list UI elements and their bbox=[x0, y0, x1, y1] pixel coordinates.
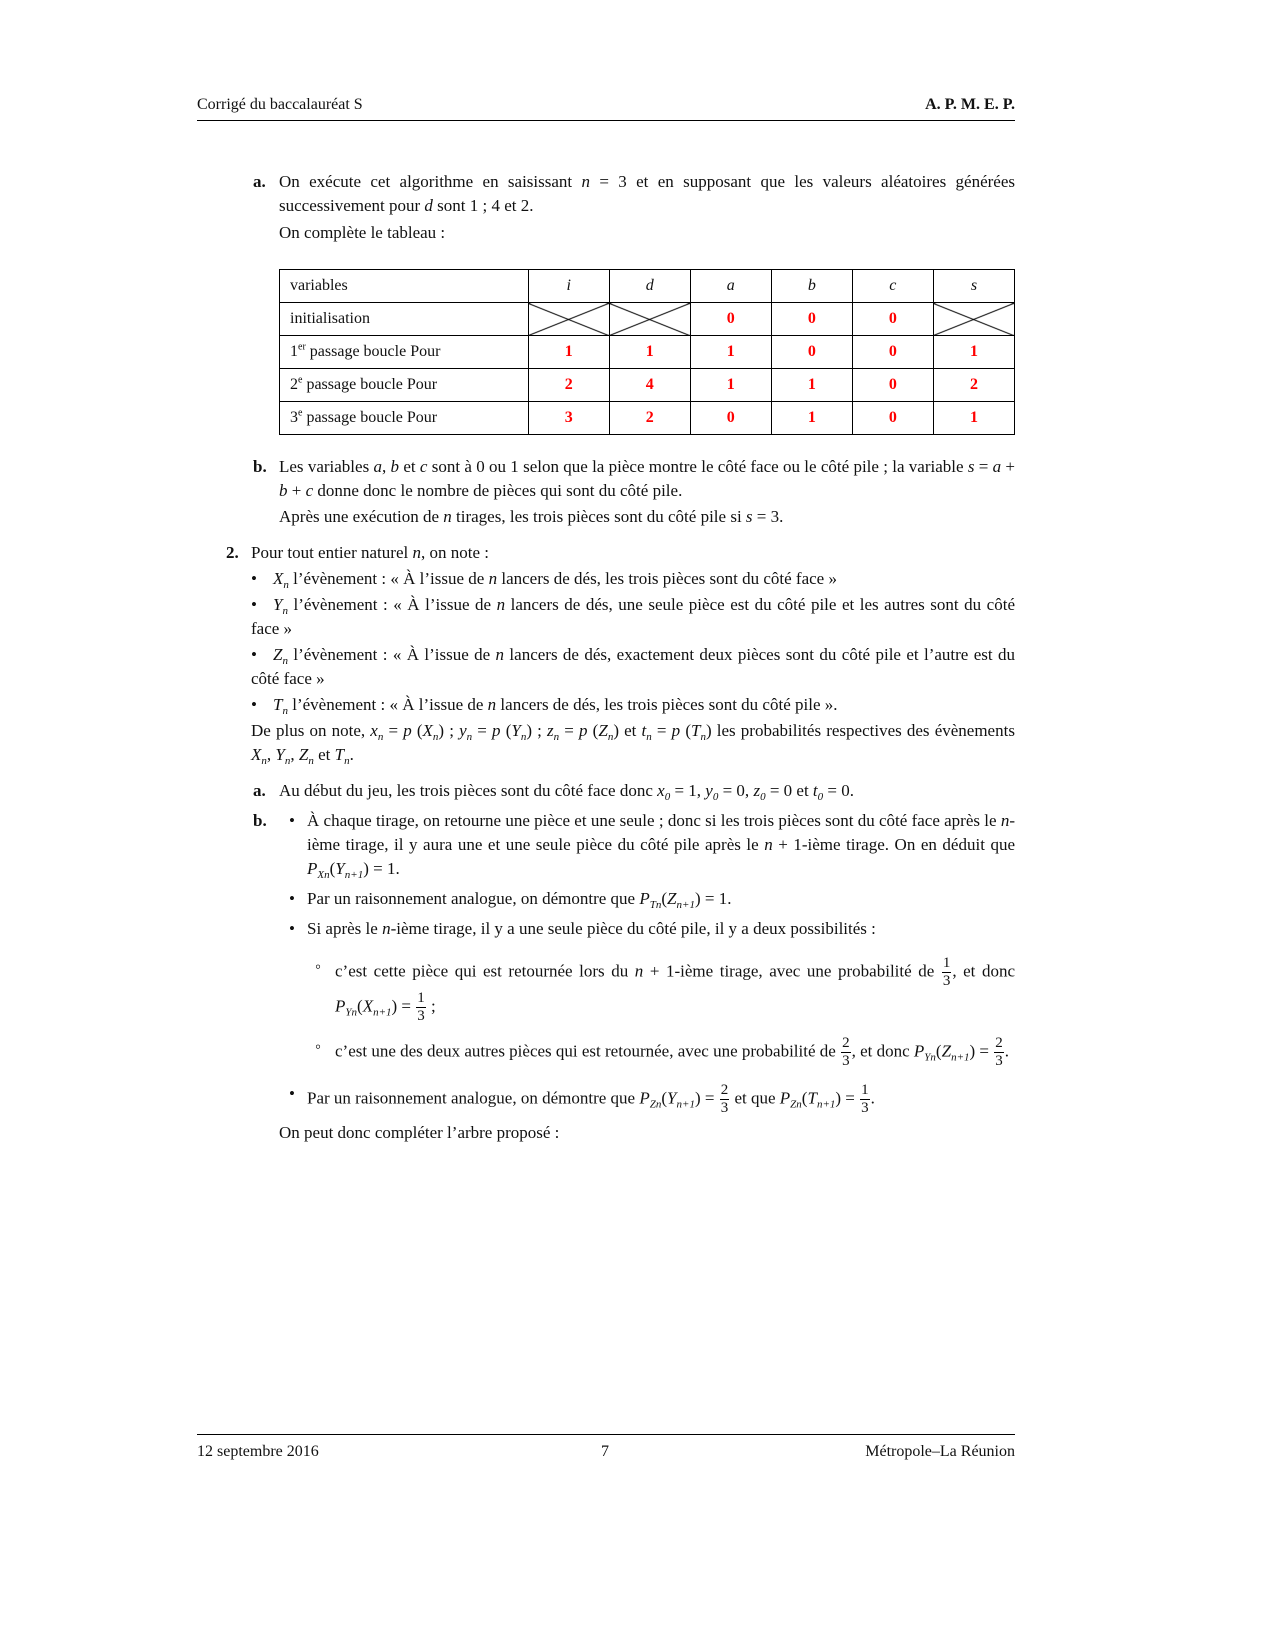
math-symbol: p bbox=[579, 721, 588, 740]
math-symbol: P bbox=[913, 1041, 925, 1061]
text-run: lancers de dés, une seule pièce est du côté pile et les autres sont du côté face » bbox=[251, 595, 1015, 638]
column-header: b bbox=[771, 270, 852, 303]
column-header: i bbox=[528, 270, 609, 303]
math-symbol: Z bbox=[667, 889, 677, 908]
math-subscript: n bbox=[344, 755, 350, 767]
label-b: b. bbox=[253, 457, 267, 476]
text-run: Par un raisonnement analogue, on démontre que bbox=[307, 889, 640, 908]
item-1a bbox=[253, 170, 1015, 435]
fraction-numerator: 1 bbox=[861, 1082, 869, 1098]
value-cell: 0 bbox=[852, 369, 933, 402]
ordinal-suffix: e bbox=[298, 407, 303, 419]
math-symbol: X bbox=[251, 745, 262, 764]
bullet-item bbox=[279, 887, 1015, 911]
math-symbol: Z bbox=[598, 721, 608, 740]
value-cell: 2 bbox=[933, 369, 1014, 402]
math-subscript: Yn bbox=[345, 1006, 358, 1019]
row-label bbox=[280, 303, 529, 336]
math-symbol: c bbox=[419, 457, 428, 476]
text-run: = bbox=[651, 721, 672, 740]
text-run: = bbox=[559, 721, 580, 740]
para-2b-2 bbox=[307, 887, 1015, 911]
column-header: s bbox=[933, 270, 1014, 303]
value-cell: 1 bbox=[933, 336, 1014, 369]
bullet-icon: • bbox=[251, 645, 257, 664]
text-run: = 3. bbox=[752, 507, 784, 526]
label-2a: a. bbox=[253, 781, 266, 800]
row-label-text: 2 bbox=[290, 376, 298, 393]
para-b1 bbox=[279, 455, 1015, 503]
possibility-item bbox=[307, 955, 1015, 1025]
row-label bbox=[280, 402, 529, 435]
math-subscript: n bbox=[432, 731, 439, 743]
math-symbol: Y bbox=[511, 721, 521, 740]
item-2b bbox=[253, 809, 1015, 1145]
math-symbol: t bbox=[812, 781, 818, 800]
text-run: ) ; bbox=[438, 721, 460, 740]
text-run: ) et bbox=[613, 721, 642, 740]
math-subscript: n bbox=[284, 755, 291, 767]
item-2-body bbox=[251, 541, 1015, 1145]
table-row bbox=[280, 303, 1015, 336]
fraction-denominator: 3 bbox=[720, 1100, 729, 1116]
possibility-2 bbox=[335, 1035, 1015, 1070]
math-subscript: n bbox=[282, 705, 288, 717]
math-symbol: s bbox=[745, 507, 753, 526]
fraction-denominator: 3 bbox=[417, 1008, 425, 1024]
math-symbol: z bbox=[753, 781, 761, 800]
math-subscript: n bbox=[607, 731, 614, 743]
event-y bbox=[251, 593, 1015, 641]
text-run: ( bbox=[500, 721, 512, 740]
math-symbol: Z bbox=[273, 645, 283, 664]
row-label-text: passage boucle Pour bbox=[302, 409, 438, 426]
fraction-numerator: 1 bbox=[417, 990, 425, 1006]
math-symbol: Y bbox=[275, 745, 285, 764]
math-symbol: n bbox=[581, 172, 590, 191]
text-run: = 3 et en supposant que les valeurs aléatoires générées successivement pour bbox=[279, 172, 1015, 215]
text-run: On complète le tableau : bbox=[279, 223, 446, 242]
math-subscript: n bbox=[377, 731, 384, 743]
event-x bbox=[251, 567, 1015, 591]
math-symbol: c bbox=[305, 481, 314, 500]
math-subscript: n bbox=[466, 731, 473, 743]
bullet-item bbox=[279, 1082, 1015, 1117]
fraction-numerator: 2 bbox=[995, 1035, 1003, 1051]
fraction-denominator: 3 bbox=[861, 1100, 869, 1116]
crossed-out-cell bbox=[933, 303, 1014, 336]
crossed-out-cell bbox=[609, 303, 690, 336]
bullet-icon: • bbox=[289, 1084, 295, 1103]
text-run: , et donc bbox=[851, 1041, 914, 1061]
text-run: ( bbox=[661, 889, 668, 908]
item-1b bbox=[253, 455, 1015, 529]
bullet-icon: • bbox=[289, 889, 295, 908]
math-symbol: n bbox=[443, 507, 452, 526]
math-symbol: T bbox=[334, 745, 345, 764]
value-cell: 0 bbox=[771, 303, 852, 336]
row-header-label: variables bbox=[280, 270, 529, 303]
value-cell: 0 bbox=[852, 336, 933, 369]
text-run: et bbox=[313, 745, 335, 764]
text-run: l’évènement : « À l’issue de bbox=[287, 695, 488, 714]
text-run: ) = bbox=[391, 996, 416, 1016]
footer-location: Métropole–La Réunion bbox=[865, 1443, 1015, 1460]
bullet-item-body bbox=[307, 917, 1015, 1070]
bullet-icon: • bbox=[251, 595, 257, 614]
math-symbol: p bbox=[671, 721, 681, 740]
table-row bbox=[280, 336, 1015, 369]
math-subscript: 0 bbox=[760, 791, 766, 803]
circle-bullet-icon: ◦ bbox=[315, 957, 322, 976]
math-symbol: z bbox=[547, 721, 554, 740]
math-symbol: n bbox=[764, 835, 773, 854]
event-z bbox=[251, 643, 1015, 691]
circle-bullet-icon: ◦ bbox=[315, 1037, 322, 1056]
item-2 bbox=[226, 541, 1015, 1145]
math-subscript: n bbox=[520, 731, 527, 743]
math-symbol: n bbox=[495, 645, 505, 664]
math-symbol: b bbox=[279, 481, 288, 500]
math-symbol: Z bbox=[941, 1041, 952, 1061]
label-a: a. bbox=[253, 172, 266, 191]
math-subscript: n bbox=[553, 731, 560, 743]
column-header: d bbox=[609, 270, 690, 303]
value-cell: 3 bbox=[528, 402, 609, 435]
text-run: tirages, les trois pièces sont du côté pile si bbox=[451, 507, 746, 526]
possibility-item bbox=[307, 1035, 1015, 1070]
text-run: l’évènement : « À l’issue de bbox=[287, 645, 496, 664]
table-row bbox=[280, 369, 1015, 402]
math-subscript: Zn bbox=[790, 1098, 802, 1111]
fraction-denominator: 3 bbox=[842, 1053, 850, 1069]
fraction bbox=[860, 1082, 870, 1117]
bullet-icon: • bbox=[289, 919, 295, 938]
text-run: , et donc bbox=[952, 961, 1015, 981]
fraction bbox=[720, 1082, 730, 1117]
fraction bbox=[416, 990, 426, 1025]
text-run: c’est une des deux autres pièces qui est retournée, avec une probabilité de bbox=[335, 1041, 841, 1061]
math-symbol: X bbox=[362, 996, 374, 1016]
value-cell: 2 bbox=[528, 369, 609, 402]
row-label bbox=[280, 336, 529, 369]
para-2a bbox=[279, 779, 1015, 803]
value-cell: 1 bbox=[690, 369, 771, 402]
math-symbol: y bbox=[705, 781, 713, 800]
para-2 bbox=[251, 541, 1015, 565]
item-2a bbox=[253, 779, 1015, 803]
math-subscript: Tn bbox=[649, 899, 662, 911]
fraction-denominator: 3 bbox=[995, 1053, 1003, 1069]
text-run: = 0, bbox=[718, 781, 754, 800]
text-run: ) = 1. bbox=[694, 889, 732, 908]
para-b1b bbox=[279, 505, 1015, 529]
math-subscript: Zn bbox=[649, 1098, 662, 1111]
math-subscript: n bbox=[282, 655, 288, 667]
item-1a-body bbox=[279, 170, 1015, 435]
math-symbol: P bbox=[335, 996, 346, 1016]
variables-table bbox=[279, 269, 1015, 435]
fraction-numerator: 2 bbox=[842, 1035, 850, 1051]
text-run: lancers de dés, les trois pièces sont du côté face » bbox=[497, 569, 837, 588]
math-symbol: d bbox=[424, 196, 433, 215]
value-cell: 1 bbox=[933, 402, 1014, 435]
math-symbol: X bbox=[422, 721, 433, 740]
fraction-denominator: 3 bbox=[942, 973, 951, 989]
math-subscript: n+1 bbox=[344, 869, 364, 881]
math-symbol: n bbox=[382, 919, 391, 938]
math-symbol: b bbox=[390, 457, 400, 476]
math-symbol: T bbox=[690, 721, 701, 740]
text-run: . bbox=[349, 745, 354, 764]
value-cell: 1 bbox=[690, 336, 771, 369]
math-subscript: 0 bbox=[817, 791, 824, 803]
text-run: , bbox=[382, 457, 391, 476]
text-run: ( bbox=[411, 721, 423, 740]
text-run: et bbox=[399, 457, 420, 476]
math-subscript: 0 bbox=[712, 791, 719, 803]
math-symbol: x bbox=[657, 781, 665, 800]
math-symbol: Y bbox=[667, 1088, 677, 1108]
header-org: A. P. M. E. P. bbox=[925, 96, 1015, 113]
text-run: lancers de dés, exactement deux pièces sont du côté pile et l’autre est du côté face » bbox=[251, 645, 1015, 688]
para-2b-1 bbox=[307, 809, 1015, 881]
item-1b-body bbox=[279, 455, 1015, 529]
text-run: ; bbox=[426, 996, 436, 1016]
text-run: ( bbox=[661, 1088, 668, 1108]
text-run: l’évènement : « À l’issue de bbox=[288, 569, 489, 588]
value-cell: 2 bbox=[609, 402, 690, 435]
text-run: donne donc le nombre de pièces qui sont du côté pile. bbox=[313, 481, 683, 500]
value-cell: 0 bbox=[690, 402, 771, 435]
fraction-numerator: 2 bbox=[720, 1082, 729, 1098]
label-2: 2. bbox=[226, 543, 239, 562]
row-label-text: passage boucle Pour bbox=[302, 376, 438, 393]
text-run: ) = bbox=[694, 1088, 719, 1108]
text-run: l’évènement : « À l’issue de bbox=[287, 595, 497, 614]
math-subscript: Yn bbox=[924, 1051, 936, 1064]
math-subscript: n bbox=[700, 731, 706, 743]
text-run: c’est cette pièce qui est retournée lors du bbox=[335, 961, 635, 981]
page-content bbox=[197, 170, 1015, 1145]
text-run: ) = bbox=[969, 1041, 994, 1061]
text-run: ) ; bbox=[526, 721, 548, 740]
para-a1 bbox=[279, 170, 1015, 218]
ordinal-suffix: er bbox=[298, 341, 306, 353]
text-run: ( bbox=[680, 721, 691, 740]
text-run: ( bbox=[801, 1088, 808, 1108]
text-run: + bbox=[1001, 457, 1016, 476]
text-run: = 0. bbox=[823, 781, 854, 800]
footer-date: 12 septembre 2016 bbox=[197, 1443, 319, 1460]
text-run: = 0 et bbox=[765, 781, 813, 800]
bullet-item bbox=[279, 809, 1015, 881]
math-symbol: P bbox=[639, 889, 650, 908]
value-cell: 1 bbox=[528, 336, 609, 369]
item-2b-body bbox=[279, 809, 1015, 1145]
text-run: et que bbox=[730, 1088, 780, 1108]
fraction bbox=[994, 1035, 1004, 1070]
text-run: Pour tout entier naturel bbox=[251, 543, 413, 562]
row-label bbox=[280, 369, 529, 402]
math-subscript: n bbox=[646, 731, 652, 743]
text-run: = 1, bbox=[670, 781, 706, 800]
possibility-1 bbox=[335, 955, 1015, 1025]
row-label-text: initialisation bbox=[290, 310, 370, 327]
text-run: À chaque tirage, on retourne une pièce et une seule ; donc si les trois pièces sont du côté face après le bbox=[307, 811, 1001, 830]
math-symbol: p bbox=[403, 721, 412, 740]
math-symbol: X bbox=[273, 569, 284, 588]
bullet-item bbox=[279, 917, 1015, 1070]
text-run: De plus on note, bbox=[251, 721, 371, 740]
para-a1b bbox=[279, 221, 1015, 245]
math-subscript: n bbox=[261, 755, 267, 767]
text-run: ) les probabilités respectives des évènements bbox=[705, 721, 1015, 740]
value-cell: 1 bbox=[771, 369, 852, 402]
para-deplus bbox=[251, 719, 1015, 767]
event-t bbox=[251, 693, 1015, 717]
text-run: ) = bbox=[835, 1088, 860, 1108]
text-run: -ième tirage, il y aura une et une seule pièce du côté pile après le bbox=[307, 811, 1015, 854]
text-run: ( bbox=[935, 1041, 942, 1061]
header-title: Corrigé du baccalauréat S bbox=[197, 96, 363, 113]
math-symbol: y bbox=[459, 721, 467, 740]
math-symbol: n bbox=[488, 569, 498, 588]
text-run: ( bbox=[357, 996, 363, 1016]
math-symbol: x bbox=[370, 721, 378, 740]
page-number: 7 bbox=[601, 1443, 609, 1460]
text-run: Par un raisonnement analogue, on démontre que bbox=[307, 1088, 640, 1108]
page-footer bbox=[197, 1434, 1015, 1465]
math-symbol: n bbox=[496, 595, 506, 614]
text-run: ) = 1. bbox=[363, 859, 400, 878]
text-run: sont 1 ; 4 et 2. bbox=[432, 196, 534, 215]
math-symbol: s bbox=[967, 457, 975, 476]
math-subscript: n+1 bbox=[373, 1006, 392, 1019]
fraction-numerator: 1 bbox=[942, 955, 951, 971]
math-symbol: n bbox=[487, 695, 497, 714]
text-run: . bbox=[1004, 1041, 1009, 1061]
text-run: Les variables bbox=[279, 457, 374, 476]
text-run: = bbox=[472, 721, 493, 740]
math-symbol: Y bbox=[273, 595, 283, 614]
row-label-text: passage boucle Pour bbox=[305, 343, 441, 360]
value-cell: 0 bbox=[771, 336, 852, 369]
bullet-icon: • bbox=[251, 569, 257, 588]
value-cell: 1 bbox=[771, 402, 852, 435]
math-subscript: n bbox=[282, 605, 288, 617]
text-run: + bbox=[287, 481, 306, 500]
value-cell: 0 bbox=[852, 303, 933, 336]
math-symbol: p bbox=[492, 721, 501, 740]
math-subscript: n+1 bbox=[676, 899, 695, 911]
math-subscript: n bbox=[283, 579, 289, 591]
text-run: + 1-ième tirage, avec une probabilité de bbox=[643, 961, 941, 981]
math-subscript: n+1 bbox=[816, 1098, 836, 1111]
para-2b-4 bbox=[307, 1082, 1015, 1117]
column-header: c bbox=[852, 270, 933, 303]
math-symbol: Z bbox=[298, 745, 309, 764]
math-symbol: t bbox=[641, 721, 647, 740]
math-symbol: P bbox=[639, 1088, 650, 1108]
bullet-icon: • bbox=[251, 695, 257, 714]
text-run: = bbox=[383, 721, 404, 740]
text-run: -ième tirage, il y a une seule pièce du côté pile, il y a deux possibilités : bbox=[390, 919, 876, 938]
math-symbol: Y bbox=[335, 859, 345, 878]
fraction bbox=[841, 1035, 851, 1070]
math-symbol: a bbox=[992, 457, 1002, 476]
fraction bbox=[942, 955, 952, 990]
math-symbol: a bbox=[373, 457, 382, 476]
para-2b-3 bbox=[307, 917, 1015, 941]
text-run: + 1-ième tirage. On en déduit que bbox=[772, 835, 1015, 854]
math-symbol: n bbox=[634, 961, 644, 981]
label-2b: b. bbox=[253, 811, 267, 830]
math-symbol: P bbox=[307, 859, 318, 878]
text-run: Si après le bbox=[307, 919, 383, 938]
value-cell: 4 bbox=[609, 369, 690, 402]
math-subscript: n+1 bbox=[951, 1051, 970, 1064]
math-subscript: n+1 bbox=[676, 1098, 695, 1111]
text-run: , on note : bbox=[420, 543, 489, 562]
text-run: , bbox=[266, 745, 276, 764]
text-run: lancers de dés, les trois pièces sont du côté pile ». bbox=[496, 695, 838, 714]
table-row bbox=[280, 402, 1015, 435]
math-symbol: T bbox=[273, 695, 283, 714]
column-header: a bbox=[690, 270, 771, 303]
text-run: , bbox=[290, 745, 299, 764]
value-cell: 0 bbox=[852, 402, 933, 435]
math-subscript: n bbox=[308, 755, 314, 767]
row-label-text: 1 bbox=[290, 343, 298, 360]
bullet-icon: • bbox=[289, 811, 295, 830]
table-header-row bbox=[280, 270, 1015, 303]
math-symbol: n bbox=[1000, 811, 1010, 830]
text-run: Après une exécution de bbox=[279, 507, 444, 526]
text-run: ( bbox=[587, 721, 599, 740]
text-run: = bbox=[974, 457, 993, 476]
value-cell: 0 bbox=[690, 303, 771, 336]
crossed-out-cell bbox=[528, 303, 609, 336]
ordinal-suffix: e bbox=[298, 374, 303, 386]
text-run: sont à 0 ou 1 selon que la pièce montre le côté face ou le côté pile ; la variable bbox=[427, 457, 968, 476]
math-subscript: 0 bbox=[664, 791, 671, 803]
math-symbol: P bbox=[779, 1088, 791, 1108]
text-run: ( bbox=[329, 859, 336, 878]
para-end bbox=[279, 1121, 1015, 1145]
row-label-text: 3 bbox=[290, 409, 298, 426]
math-symbol: T bbox=[807, 1088, 817, 1108]
math-symbol: n bbox=[412, 543, 421, 562]
text-run: On exécute cet algorithme en saisissant bbox=[279, 172, 582, 191]
page-header bbox=[197, 96, 1015, 121]
value-cell: 1 bbox=[609, 336, 690, 369]
text-run: . bbox=[870, 1088, 875, 1108]
text-run: On peut donc compléter l’arbre proposé : bbox=[279, 1123, 560, 1142]
math-subscript: Xn bbox=[317, 869, 330, 881]
text-run: Au début du jeu, les trois pièces sont du côté face donc bbox=[279, 781, 658, 800]
